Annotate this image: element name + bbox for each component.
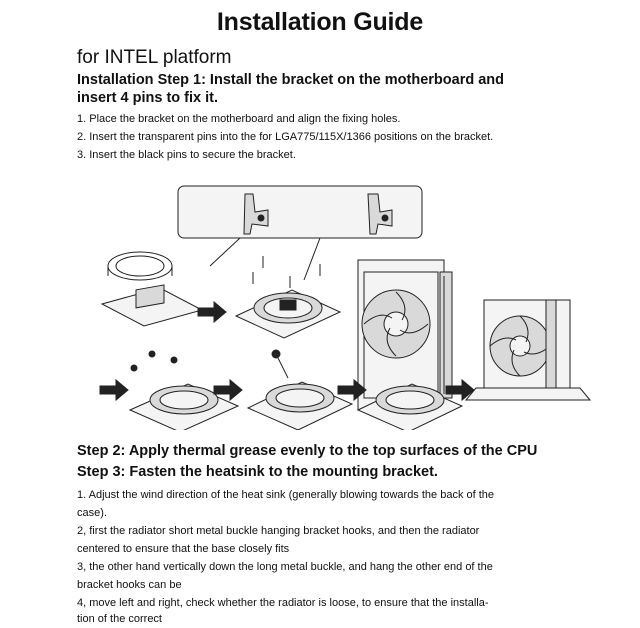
step3-item-4b: tion of the correct xyxy=(77,613,162,625)
step3-item-3a: 3, the other hand vertically down the long metal buckle, and hang the other end of the xyxy=(77,561,493,573)
cooler-installed xyxy=(466,300,590,400)
step3-item-1b: case). xyxy=(77,507,107,519)
step3-item-1a: 1. Adjust the wind direction of the heat sink (generally blowing towards the back of the xyxy=(77,489,495,501)
step3-item-2a: 2, first the radiator short metal buckle hanging bracket hooks, and then the radiator xyxy=(77,525,480,537)
step3-item-2b: centered to ensure that the base closely fits xyxy=(77,543,290,555)
step1-heading-line1: Installation Step 1: Install the bracket on the motherboard and xyxy=(77,72,505,88)
page-title: Installation Guide xyxy=(216,8,424,36)
row1-bracket-exploded xyxy=(102,252,226,326)
step3-item-4a: 4, move left and right, check whether the radiator is loose, to ensure that the installa- xyxy=(77,597,489,609)
step3-heading: Step 3: Fasten the heatsink to the mounting bracket. xyxy=(77,464,438,480)
step1-item-3: 3. Insert the black pins to secure the bracket. xyxy=(77,149,296,161)
row1-bracket-with-pins xyxy=(236,256,340,338)
step1-item-1: 1. Place the bracket on the motherboard and align the fixing holes. xyxy=(77,113,401,125)
installation-illustration xyxy=(90,180,640,430)
platform-subtitle: for INTEL platform xyxy=(77,47,232,68)
step2-heading: Step 2: Apply thermal grease evenly to the top surfaces of the CPU xyxy=(77,443,538,459)
step3-item-3b: bracket hooks can be xyxy=(77,579,182,591)
step1-heading-line2: insert 4 pins to fix it. xyxy=(77,90,218,106)
step1-item-2: 2. Insert the transparent pins into the for LGA775/115X/1366 positions on the bracket. xyxy=(77,131,494,143)
